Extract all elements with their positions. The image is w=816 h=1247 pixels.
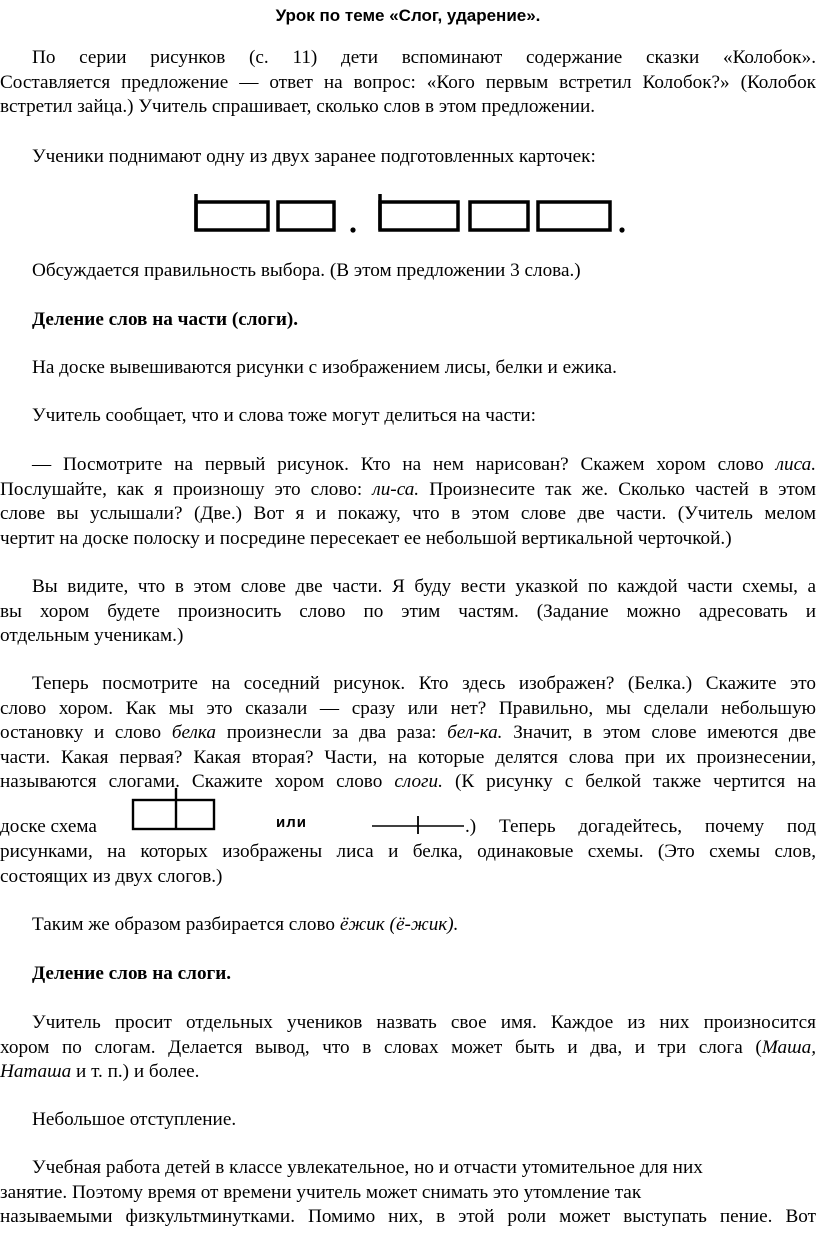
text-line: занятие. Поэтому время от времени учитель может снимать это утомление так bbox=[0, 1181, 642, 1203]
heading-text: Деление слов на слоги. bbox=[32, 963, 232, 984]
text-line: Теперь посмотрите на соседний рисунок. Кто здесь изображен? (Белка.) Скажите это bbox=[32, 673, 816, 694]
text-line: На доске вывешиваются рисунки с изображением лисы, белки и ежика. bbox=[32, 357, 617, 378]
text-line: части. Какая первая? Какая вторая? Части, на которые делятся слова при их произнесении, bbox=[0, 746, 816, 768]
text-line: чертит на доске полоску и посредине пересекает ее небольшой вертикальной черточкой.) bbox=[0, 527, 732, 549]
text-line: По серии рисунков (с. 11) дети вспоминают содержание сказки «Колобок». bbox=[32, 47, 816, 68]
text-line: Наташа и т. п.) и более. bbox=[0, 1061, 200, 1082]
text-line: отдельным ученикам.) bbox=[0, 625, 184, 646]
text-line: рисунками, на которых изображены лиса и белка, одинаковые схемы. (Это схемы слов, bbox=[0, 841, 816, 862]
syllable-box-scheme bbox=[130, 787, 220, 833]
card-word-1 bbox=[196, 202, 268, 230]
text-line: остановку и слово белка произнесли за два раза: бел-ка. Значит, в этом слове имеются две bbox=[0, 722, 816, 743]
text-line: называемыми физкультминутками. Помимо них, в этой роли может выступать пение. Вот bbox=[0, 1206, 816, 1227]
text-line: слово хором. Как мы это сказали — сразу или нет? Правильно, мы сделали небольшую bbox=[0, 697, 816, 719]
text-line: Вы видите, что в этом слове две части. Я буду вести указкой по каждой части схемы, а bbox=[32, 576, 816, 597]
text-line: Ученики поднимают одну из двух заранее подготовленных карточек: bbox=[32, 146, 596, 167]
text-line: — Посмотрите на первый рисунок. Кто на нем нарисован? Скажем хором слово лиса. bbox=[32, 454, 816, 475]
or-label: или bbox=[276, 814, 307, 831]
text-line: Послушайте, как я произношу это слово: ли-са. Произнесите так же. Сколько частей в этом bbox=[0, 478, 816, 500]
card-word-2 bbox=[278, 202, 334, 230]
text-line: Учитель просит отдельных учеников назвать свое имя. Каждое из них произносится bbox=[32, 1012, 816, 1033]
text-line: называются слогами. Скажите хором слово слоги. (К рисунку с белкой также чертится на bbox=[0, 771, 816, 792]
text-line: встретил зайца.) Учитель спрашивает, сколько слов в этом предложении. bbox=[0, 96, 596, 117]
text-line: Составляется предложение — ответ на вопрос: «Кого первым встретил Колобок?» (Колобок bbox=[0, 71, 816, 93]
text-line: Таким же образом разбирается слово ёжик (ё-жик). bbox=[32, 914, 459, 935]
syllable-line-scheme bbox=[370, 812, 466, 836]
card-word-4 bbox=[470, 202, 528, 230]
page-title: Урок по теме «Слог, ударение». bbox=[275, 6, 541, 25]
heading-text: Деление слов на части (слоги). bbox=[32, 309, 299, 330]
text-line: Учебная работа детей в классе увлекательное, но и отчасти утомительное для них bbox=[32, 1157, 703, 1178]
text-line: Учитель сообщает, что и слова тоже могут делиться на части: bbox=[32, 405, 536, 426]
card-word-3 bbox=[380, 202, 458, 230]
text-line: .) Теперь догадейтесь, почему под bbox=[465, 816, 816, 837]
text-line: слове вы услышали? (Две.) Вот я и покажу, что в этом слове две части. (Учитель мелом bbox=[0, 503, 816, 524]
word-cards-diagram bbox=[190, 192, 630, 242]
text-line: вы хором будете произносить слово по этим частям. (Задание можно адресовать и bbox=[0, 600, 816, 622]
text-line: состоящих из двух слогов.) bbox=[0, 865, 223, 887]
text-line: хором по слогам. Делается вывод, что в словах может быть и два, и три слога (Маша, bbox=[0, 1036, 816, 1058]
text-line: доске схема bbox=[0, 816, 97, 837]
text-line: Небольшое отступление. bbox=[32, 1109, 237, 1130]
text-line: Обсуждается правильность выбора. (В этом предложении 3 слова.) bbox=[32, 260, 581, 281]
card-word-5 bbox=[538, 202, 610, 230]
